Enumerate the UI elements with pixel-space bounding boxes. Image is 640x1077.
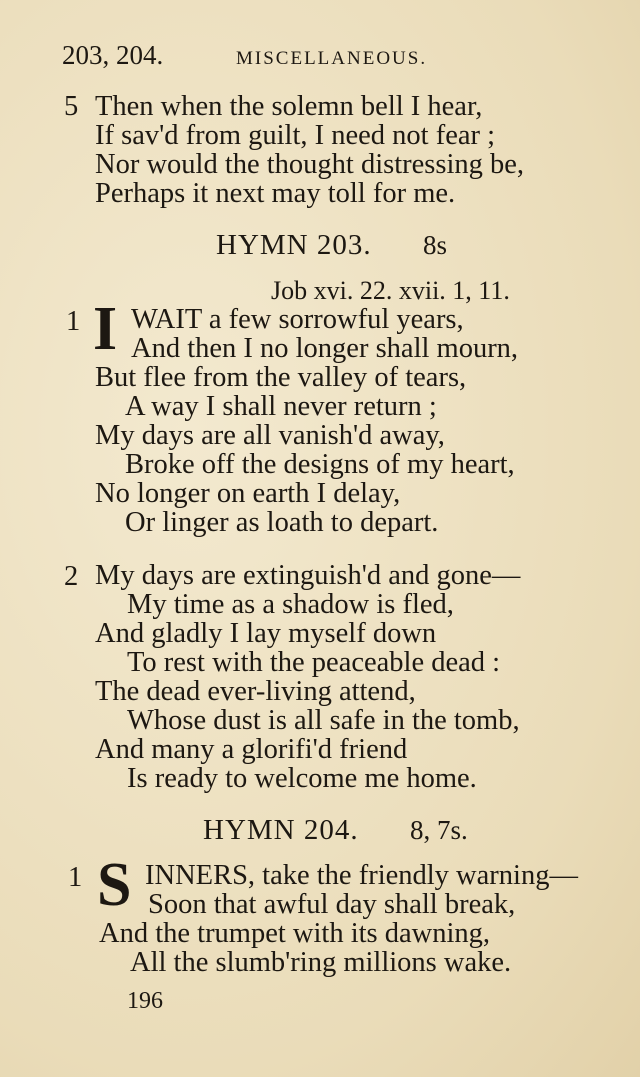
stanza-number: 5 [64, 91, 79, 122]
page-number: 196 [127, 988, 163, 1014]
verse-line: Is ready to welcome me home. [127, 763, 477, 794]
verse-line: And the trumpet with its dawning, [99, 918, 491, 949]
verse-line: And many a glorifi'd friend [95, 734, 408, 765]
verse-line: My time as a shadow is fled, [127, 589, 454, 620]
verse-line: But flee from the valley of tears, [95, 362, 467, 393]
verse-line: To rest with the peaceable dead : [127, 647, 501, 678]
hymn-meter: 8s [423, 230, 448, 260]
drop-cap: S [97, 851, 132, 919]
stanza-number: 2 [64, 561, 79, 592]
verse-line: WAIT a few sorrowful years, [131, 304, 464, 335]
section-title: MISCELLANEOUS. [236, 48, 428, 69]
verse-line: The dead ever-living attend, [95, 676, 416, 707]
hymn-meter: 8, 7s. [410, 815, 468, 845]
stanza-number: 1 [68, 862, 83, 893]
verse-line: INNERS, take the friendly warning— [145, 860, 578, 891]
verse-line: Whose dust is all safe in the tomb, [127, 705, 520, 736]
verse-line: My days are extinguish'd and gone— [95, 560, 521, 591]
verse-line: Perhaps it next may toll for me. [95, 178, 456, 209]
verse-line: Or linger as loath to depart. [125, 507, 439, 538]
scripture-reference: Job xvi. 22. xvii. 1, 11. [271, 276, 510, 305]
verse-line: Broke off the designs of my heart, [125, 449, 515, 480]
hymn-title: HYMN 204. [203, 814, 359, 846]
verse-line: Nor would the thought distressing be, [95, 149, 525, 180]
verse-line: Then when the solemn bell I hear, [95, 91, 483, 122]
hymn-title: HYMN 203. [216, 229, 372, 261]
verse-line: A way I shall never return ; [125, 391, 437, 422]
verse-line: And then I no longer shall mourn, [131, 333, 519, 364]
stanza-number: 1 [66, 306, 81, 337]
verse-line: And gladly I lay myself down [95, 618, 437, 649]
page-range: 203, 204. [62, 40, 164, 70]
verse-line: Soon that awful day shall break, [148, 889, 516, 920]
verse-line: All the slumb'ring millions wake. [130, 947, 512, 978]
verse-line: My days are all vanish'd away, [95, 420, 445, 451]
verse-line: If sav'd from guilt, I need not fear ; [95, 120, 496, 151]
verse-line: No longer on earth I delay, [95, 478, 401, 509]
drop-cap: I [93, 295, 118, 363]
